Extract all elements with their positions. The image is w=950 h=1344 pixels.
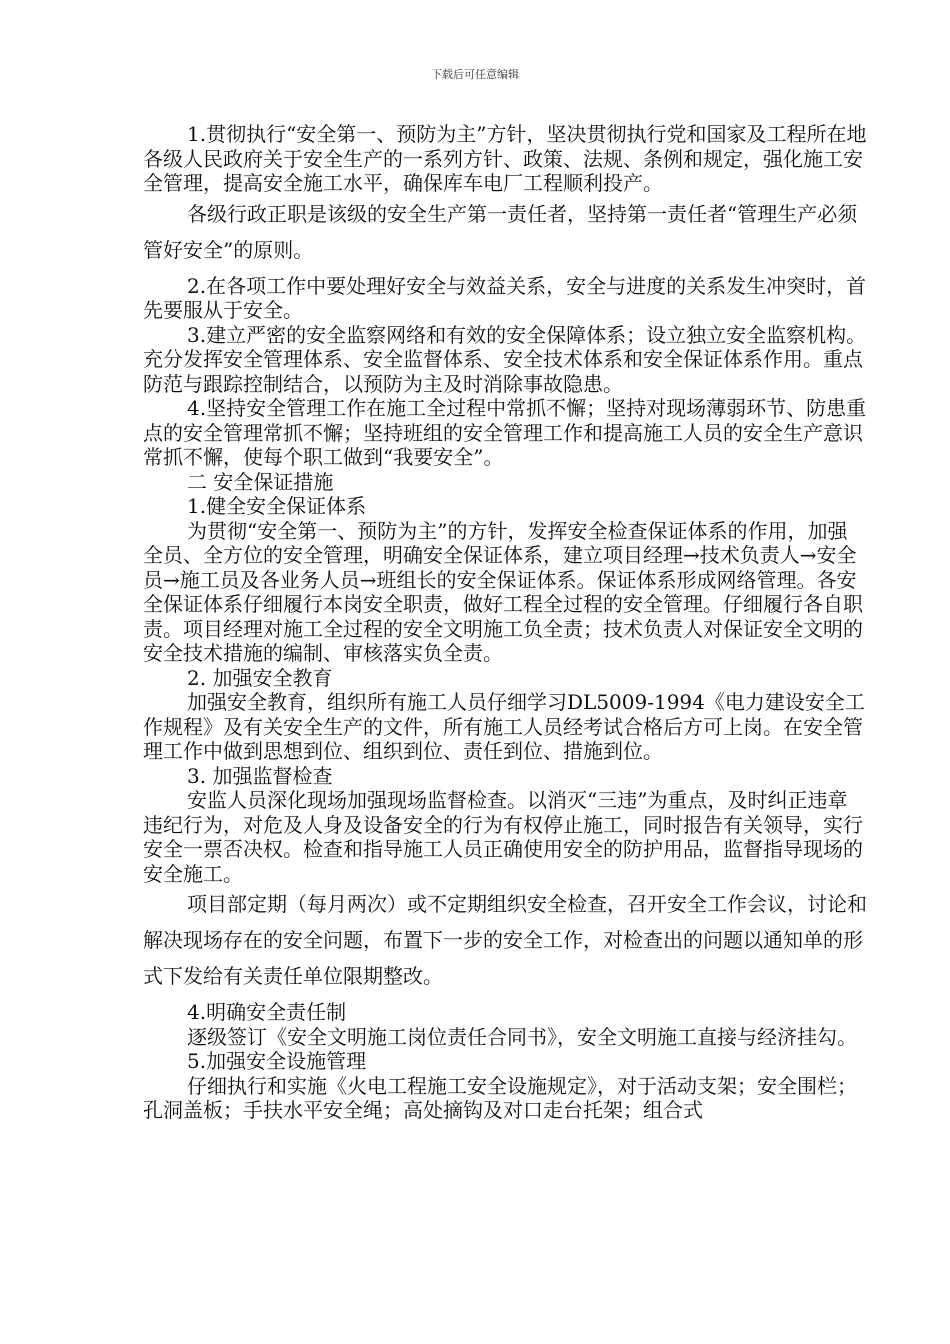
paragraph-responsibility-system: 逐级签订《安全文明施工岗位责任合同书》，安全文明施工直接与经济挂勾。 <box>187 1024 857 1049</box>
paragraph-policy-2: 2.在各项工作中要处理好安全与效益关系，安全与进度的关系发生冲突时，首先要服从于安全。 <box>143 273 867 322</box>
subheading-safety-education: 2. 加强安全教育 <box>187 665 333 690</box>
paragraph-safety-education: 加强安全教育，组织所有施工人员仔细学习DL5009-1994《电力建设安全工作规程》及有关安全生产的文件，所有施工人员经考试合格后方可上岗。在安全管理工作中做到思想到位、组织到位、责任到位、措施到位。 <box>143 690 865 763</box>
subheading-safety-system: 1.健全安全保证体系 <box>187 494 367 518</box>
paragraph-policy-1: 1.贯彻执行“安全第一、预防为主”方针，坚决贯彻执行党和国家及工程所在地各级人民政府关于安全生产的一系列方针、政策、法规、条例和规定，强化施工安全管理，提高安全施工水平，确保库车电厂工程顺利投产。 <box>143 122 867 195</box>
subheading-supervision: 3. 加强监督检查 <box>187 763 333 788</box>
document-body <box>143 122 867 1123</box>
paragraph-supervision: 安监人员深化现场加强现场监督检查。以消灭“三违”为重点，及时纠正违章违纪行为，对危及人身及设备安全的行为有权停止施工，同时报告有关领导，实行安全一票否决权。检查和指导施工人员正确使用安全的防护用品，监督指导现场的安全施工。 <box>143 788 863 886</box>
paragraph-safety-system: 为贯彻“安全第一、预防为主”的方针，发挥安全检查保证体系的作用，加强全员、全方位的安全管理，明确安全保证体系，建立项目经理→技术负责人→安全员→施工员及各业务人员→班组长的安全保证体系。保证体系形成网络管理。各安全保证体系仔细履行本岗安全职责，做好工程全过程的安全管理。仔细履行各自职责。项目经理对施工全过程的安全文明施工负全责；技术负责人对保证安全文明的安全技术措施的编制、审核落实负全责。 <box>143 518 863 665</box>
subheading-responsibility-system: 4.明确安全责任制 <box>187 1000 347 1024</box>
paragraph-policy-3: 3.建立严密的安全监察网络和有效的安全保障体系；设立独立安全监察机构。充分发挥安全管理体系、安全监督体系、安全技术体系和安全保证体系作用。重点防范与跟踪控制结合，以预防为主及时消除事故隐患。 <box>143 322 867 396</box>
paragraph-inspection: 项目部定期（每月两次）或不定期组织安全检查，召开安全工作会议，讨论和解决现场存在的安全问题，布置下一步的安全工作，对检查出的问题以通知单的形式下发给有关责任单位限期整改。 <box>143 892 867 988</box>
paragraph-facility-management: 仔细执行和实施《火电工程施工安全设施规定》，对于活动支架；安全围栏；孔洞盖板；手扶水平安全绳；高处摘钩及对口走台托架；组合式 <box>143 1073 857 1122</box>
page-header: 下载后可任意编辑 <box>431 68 519 81</box>
paragraph-policy-4: 4.坚持安全管理工作在施工全过程中常抓不懈；坚持对现场薄弱环节、防患重点的安全管理常抓不懈；坚持班组的安全管理工作和提高施工人员的安全生产意识常抓不懈，使每个职工做到“我要安全”。 <box>143 396 867 469</box>
subheading-facility-management: 5.加强安全设施管理 <box>187 1049 367 1073</box>
paragraph-responsibility: 各级行政正职是该级的安全生产第一责任者，坚持第一责任者“管理生产必须管好安全”的原则。 <box>143 201 858 262</box>
section-heading-safety-measures: 二 安全保证措施 <box>187 469 334 494</box>
